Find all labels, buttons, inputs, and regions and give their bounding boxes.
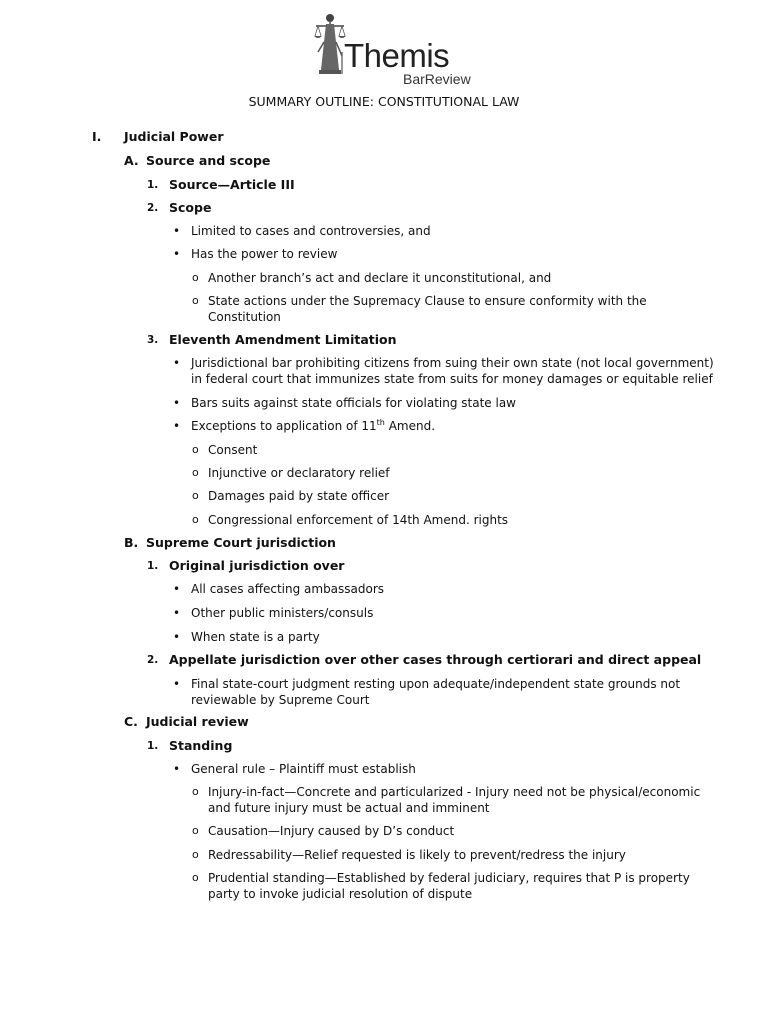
sub-bullet-icon: o [192,489,199,502]
sub-bullet-text-continued: Constitution [208,310,281,324]
bullet-text-continued: in federal court that immunizes state from suits for money damages or equitable relief [191,372,713,386]
sub-bullet-icon: o [192,466,199,479]
item-heading: Source—Article III [169,177,295,192]
subsection-heading: Source and scope [146,153,271,168]
sub-bullet-icon: o [192,271,199,284]
bullet-text-part: Amend. [384,419,436,433]
sub-bullet-text: Redressability—Relief requested is likely to prevent/redress the injury [208,848,626,862]
item-heading: Original jurisdiction over [169,558,345,573]
sub-bullet-text-continued: and future injury must be actual and imminent [208,801,490,815]
superscript: th [376,418,385,427]
sub-bullet-text: Congressional enforcement of 14th Amend. rights [208,513,509,527]
logo-subtitle: BarReview [403,71,471,87]
item-marker: 1. [147,560,159,572]
item-marker: 2. [147,654,159,666]
bullet-text: General rule – Plaintiff must establish [191,762,416,776]
sub-bullet-text: Injunctive or declaratory relief [208,466,390,480]
bullet-icon: • [173,224,181,238]
bullet-icon: • [173,606,181,620]
sub-bullet-text: Injury-in-fact—Concrete and particularized - Injury need not be physical/economic [208,785,701,799]
section-heading: Judicial Power [124,129,224,144]
item-heading: Scope [169,200,212,215]
themis-logo [312,12,471,87]
sub-bullet-text: Causation—Injury caused by D’s conduct [208,824,455,838]
bullet-text: Jurisdictional bar prohibiting citizens from suing their own state (not local government) [191,356,714,370]
item-marker: 2. [147,202,159,214]
item-heading: Appellate jurisdiction over other cases through certiorari and direct appeal [169,652,702,667]
lady-justice-icon [312,12,348,78]
item-heading: Standing [169,738,233,753]
bullet-text: Final state-court judgment resting upon adequate/independent state grounds not [191,677,681,691]
bullet-text: Bars suits against state officials for violating state law [191,396,516,410]
bullet-text: When state is a party [191,630,320,644]
item-marker: 1. [147,179,159,191]
sub-bullet-icon: o [192,294,199,307]
sub-bullet-icon: o [192,848,199,861]
bullet-icon: • [173,677,181,691]
bullet-icon: • [173,630,181,644]
bullet-text: Limited to cases and controversies, and [191,224,431,238]
bullet-text-part: Exceptions to application of 11 [191,419,377,433]
bullet-icon: • [173,419,181,433]
sub-bullet-text: Another branch’s act and declare it unconstitutional, and [208,271,552,285]
sub-bullet-text-continued: party to invoke judicial resolution of dispute [208,887,473,901]
bullet-icon: • [173,762,181,776]
sub-bullet-text: Consent [208,443,258,457]
item-heading: Eleventh Amendment Limitation [169,332,397,347]
logo-brand: Themis [344,37,450,74]
bullet-text [191,418,435,434]
sub-bullet-icon: o [192,785,199,798]
section-marker: I. [92,129,102,144]
bullet-text: Has the power to review [191,247,338,261]
subsection-heading: Judicial review [146,714,249,729]
bullet-icon: • [173,356,181,370]
sub-bullet-icon: o [192,513,199,526]
document-title: SUMMARY OUTLINE: CONSTITUTIONAL LAW [248,94,520,109]
subsection-heading: Supreme Court jurisdiction [146,535,336,550]
sub-bullet-text: Prudential standing—Established by federal judiciary, requires that P is property [208,871,690,885]
bullet-icon: • [173,396,181,410]
subsection-marker: B. [124,535,139,550]
bullet-text: All cases affecting ambassadors [191,582,385,596]
sub-bullet-text: Damages paid by state officer [208,489,390,503]
sub-bullet-text: State actions under the Supremacy Clause to ensure conformity with the [208,294,647,308]
sub-bullet-icon: o [192,824,199,837]
sub-bullet-icon: o [192,871,199,884]
bullet-icon: • [173,247,181,261]
bullet-text-continued: reviewable by Supreme Court [191,693,370,707]
item-marker: 3. [147,334,159,346]
bullet-icon: • [173,582,181,596]
bullet-text: Other public ministers/consuls [191,606,374,620]
item-marker: 1. [147,740,159,752]
subsection-marker: A. [124,153,139,168]
sub-bullet-icon: o [192,443,199,456]
subsection-marker: C. [124,714,138,729]
